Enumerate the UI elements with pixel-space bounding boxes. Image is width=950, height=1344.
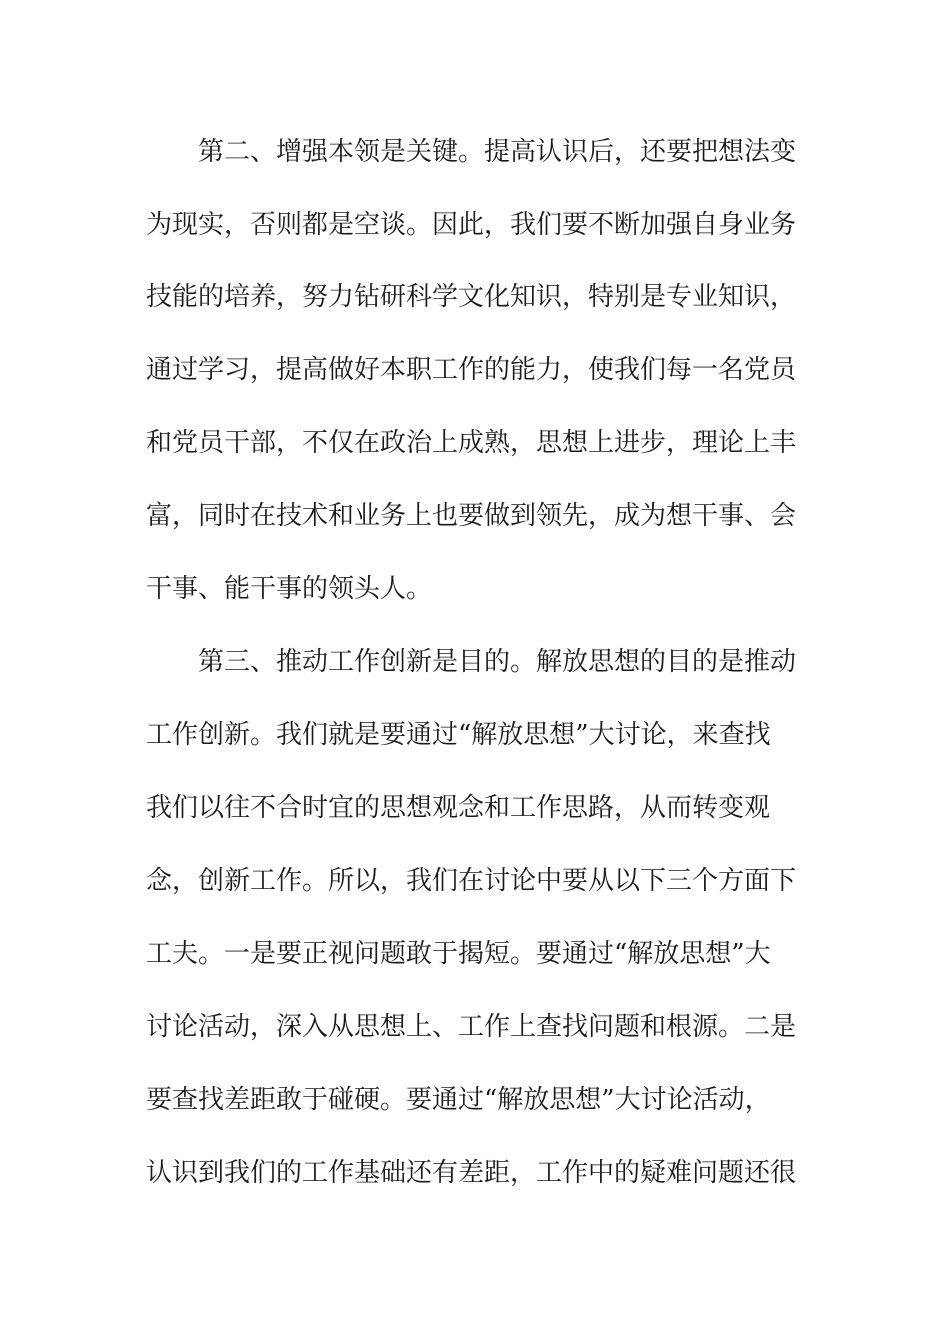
paragraph-3-line-7: 要查找差距敢于碰硬。要通过“解放思想”大讨论活动， — [146, 1085, 771, 1115]
paragraph-2-line-1: 第二、增强本领是关键。提高认识后，还要把想法变 — [198, 137, 797, 167]
paragraph-3-line-4: 念，创新工作。所以，我们在讨论中要从以下三个方面下 — [146, 866, 797, 896]
paragraph-3-line-2: 工作创新。我们就是要通过“解放思想”大讨论，来查找 — [146, 720, 771, 750]
paragraph-3-line-6: 讨论活动，深入从思想上、工作上查找问题和根源。二是 — [146, 1012, 797, 1042]
paragraph-3-line-8: 认识到我们的工作基础还有差距，工作中的疑难问题还很 — [146, 1158, 797, 1188]
paragraph-2-line-3: 技能的培养，努力钻研科学文化知识，特别是专业知识， — [146, 282, 797, 312]
paragraph-2-line-5: 和党员干部，不仅在政治上成熟，思想上进步，理论上丰 — [146, 428, 797, 458]
paragraph-2-line-4: 通过学习，提高做好本职工作的能力，使我们每一名党员 — [146, 355, 797, 385]
paragraph-2-line-7: 干事、能干事的领头人。 — [146, 574, 433, 604]
paragraph-2-line-6: 富，同时在技术和业务上也要做到领先，成为想干事、会 — [146, 501, 797, 531]
paragraph-3-line-3: 我们以往不合时宜的思想观念和工作思路，从而转变观 — [146, 793, 771, 823]
paragraph-2-line-2: 为现实，否则都是空谈。因此，我们要不断加强自身业务 — [146, 210, 797, 240]
paragraph-3-line-5: 工夫。一是要正视问题敢于揭短。要通过“解放思想”大 — [146, 939, 771, 969]
paragraph-3-line-1: 第三、推动工作创新是目的。解放思想的目的是推动 — [198, 647, 797, 677]
